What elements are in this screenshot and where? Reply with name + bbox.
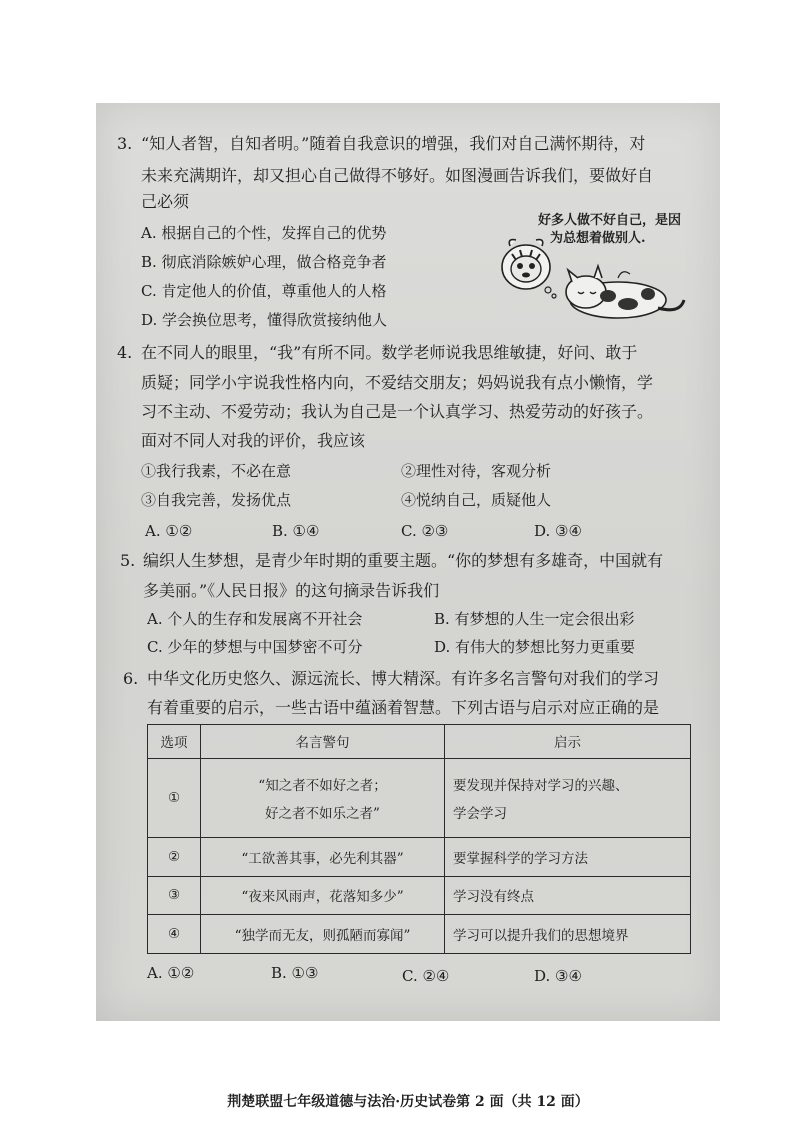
q4-item-2: ②理性对待，客观分析 bbox=[401, 462, 552, 480]
q4-stem-line: 习不主动、不爱劳动；我认为自己是一个认真学习、热爱劳动的好孩子。 bbox=[141, 402, 654, 421]
q3-stem-line: 己必须 bbox=[141, 192, 190, 211]
insight-line: 要发现并保持对学习的兴趣、 bbox=[453, 777, 629, 794]
row-insight: 学习可以提升我们的思想境界 bbox=[445, 915, 691, 954]
q6-choice-c: C. ②④ bbox=[402, 967, 450, 985]
q6-stem-line: 中华文化历史悠久、源远流长、博大精深。有许多名言警句对我们的学习 bbox=[147, 669, 660, 688]
q4-number: 4. bbox=[117, 343, 133, 362]
row-quote: “独学而无友，则孤陋而寡闻” bbox=[201, 915, 445, 954]
table-row bbox=[148, 876, 691, 915]
cat-tiger-drawing bbox=[498, 212, 698, 322]
row-id: ② bbox=[148, 837, 201, 876]
comic-illustration bbox=[498, 212, 698, 322]
table-row bbox=[148, 837, 691, 876]
q4-stem-line: 面对不同人对我的评价，我应该 bbox=[141, 431, 366, 450]
quote-line: 好之者不如乐之者” bbox=[265, 805, 380, 822]
quote-line: “知之者不如好之者； bbox=[258, 777, 387, 794]
header-quote: 名言警句 bbox=[201, 725, 445, 759]
q5-option-b: B. 有梦想的人生一定会很出彩 bbox=[434, 610, 635, 628]
comic-caption-line: 好多人做不好自己，是因 bbox=[538, 213, 682, 228]
q5-stem-line: 多美丽。”《人民日报》的这句摘录告诉我们 bbox=[143, 581, 440, 600]
q5-option-c: C. 少年的梦想与中国梦密不可分 bbox=[147, 638, 363, 656]
q6-choice-d: D. ③④ bbox=[534, 967, 582, 985]
q4-stem-line: 质疑；同学小宇说我性格内向，不爱结交朋友；妈妈说我有点小懒惰，学 bbox=[141, 373, 654, 392]
comic-caption-line: 为总想着做别人. bbox=[550, 231, 646, 246]
q4-item-4: ④悦纳自己，质疑他人 bbox=[401, 491, 552, 509]
row-quote bbox=[201, 758, 445, 837]
header-insight: 启示 bbox=[445, 725, 691, 759]
q5-option-d: D. 有伟大的梦想比努力更重要 bbox=[434, 638, 636, 656]
q5-option-a: A. 个人的生存和发展离不开社会 bbox=[147, 610, 363, 628]
row-quote: “工欲善其事，必先利其器” bbox=[201, 837, 445, 876]
q3-option-d: D. 学会换位思考，懂得欣赏接纳他人 bbox=[141, 311, 388, 329]
quote-table bbox=[147, 724, 691, 954]
header-option: 选项 bbox=[148, 725, 201, 759]
q4-choice-a: A. ①② bbox=[145, 522, 193, 540]
q4-item-1: ①我行我素，不必在意 bbox=[141, 462, 292, 480]
row-id: ① bbox=[148, 758, 201, 837]
table-header-row bbox=[148, 725, 691, 759]
q4-item-3: ③自我完善，发扬优点 bbox=[141, 491, 292, 509]
row-insight: 要掌握科学的学习方法 bbox=[445, 837, 691, 876]
row-insight: 学习没有终点 bbox=[445, 876, 691, 915]
row-id: ③ bbox=[148, 876, 201, 915]
q4-choice-b: B. ①④ bbox=[272, 522, 320, 540]
table-row bbox=[148, 758, 691, 837]
q6-choice-a: A. ①② bbox=[147, 964, 195, 982]
q4-choice-d: D. ③④ bbox=[534, 522, 582, 540]
q3-stem-line: “知人者智，自知者明。”随着自我意识的增强，我们对自己满怀期待，对 bbox=[141, 134, 646, 153]
q6-number: 6. bbox=[123, 669, 139, 688]
q4-stem-line: 在不同人的眼里，“我”有所不同。数学老师说我思维敏捷，好问、敢于 bbox=[141, 343, 638, 362]
q6-choice-b: B. ①③ bbox=[271, 964, 319, 982]
q3-option-b: B. 彻底消除嫉妒心理，做合格竞争者 bbox=[141, 253, 387, 271]
q6-stem-line: 有着重要的启示，一些古语中蕴涵着智慧。下列古语与启示对应正确的是 bbox=[147, 698, 660, 717]
row-insight bbox=[445, 758, 691, 837]
row-id: ④ bbox=[148, 915, 201, 954]
q4-choice-c: C. ②③ bbox=[401, 522, 449, 540]
q5-stem-line: 编织人生梦想，是青少年时期的重要主题。“你的梦想有多雄奇，中国就有 bbox=[143, 551, 664, 570]
q3-number: 3. bbox=[117, 134, 133, 153]
page-footer: 荆楚联盟七年级道德与法治·历史试卷第 2 面（共 12 面） bbox=[227, 1094, 589, 1110]
table-row bbox=[148, 915, 691, 954]
q3-option-a: A. 根据自己的个性，发挥自己的优势 bbox=[141, 224, 387, 242]
q3-stem-line: 未来充满期许，却又担心自己做得不够好。如图漫画告诉我们，要做好自 bbox=[141, 166, 654, 185]
q5-number: 5. bbox=[120, 551, 136, 570]
row-quote: “夜来风雨声，花落知多少” bbox=[201, 876, 445, 915]
insight-line: 学会学习 bbox=[453, 805, 507, 822]
q3-option-c: C. 肯定他人的价值，尊重他人的人格 bbox=[141, 282, 387, 300]
